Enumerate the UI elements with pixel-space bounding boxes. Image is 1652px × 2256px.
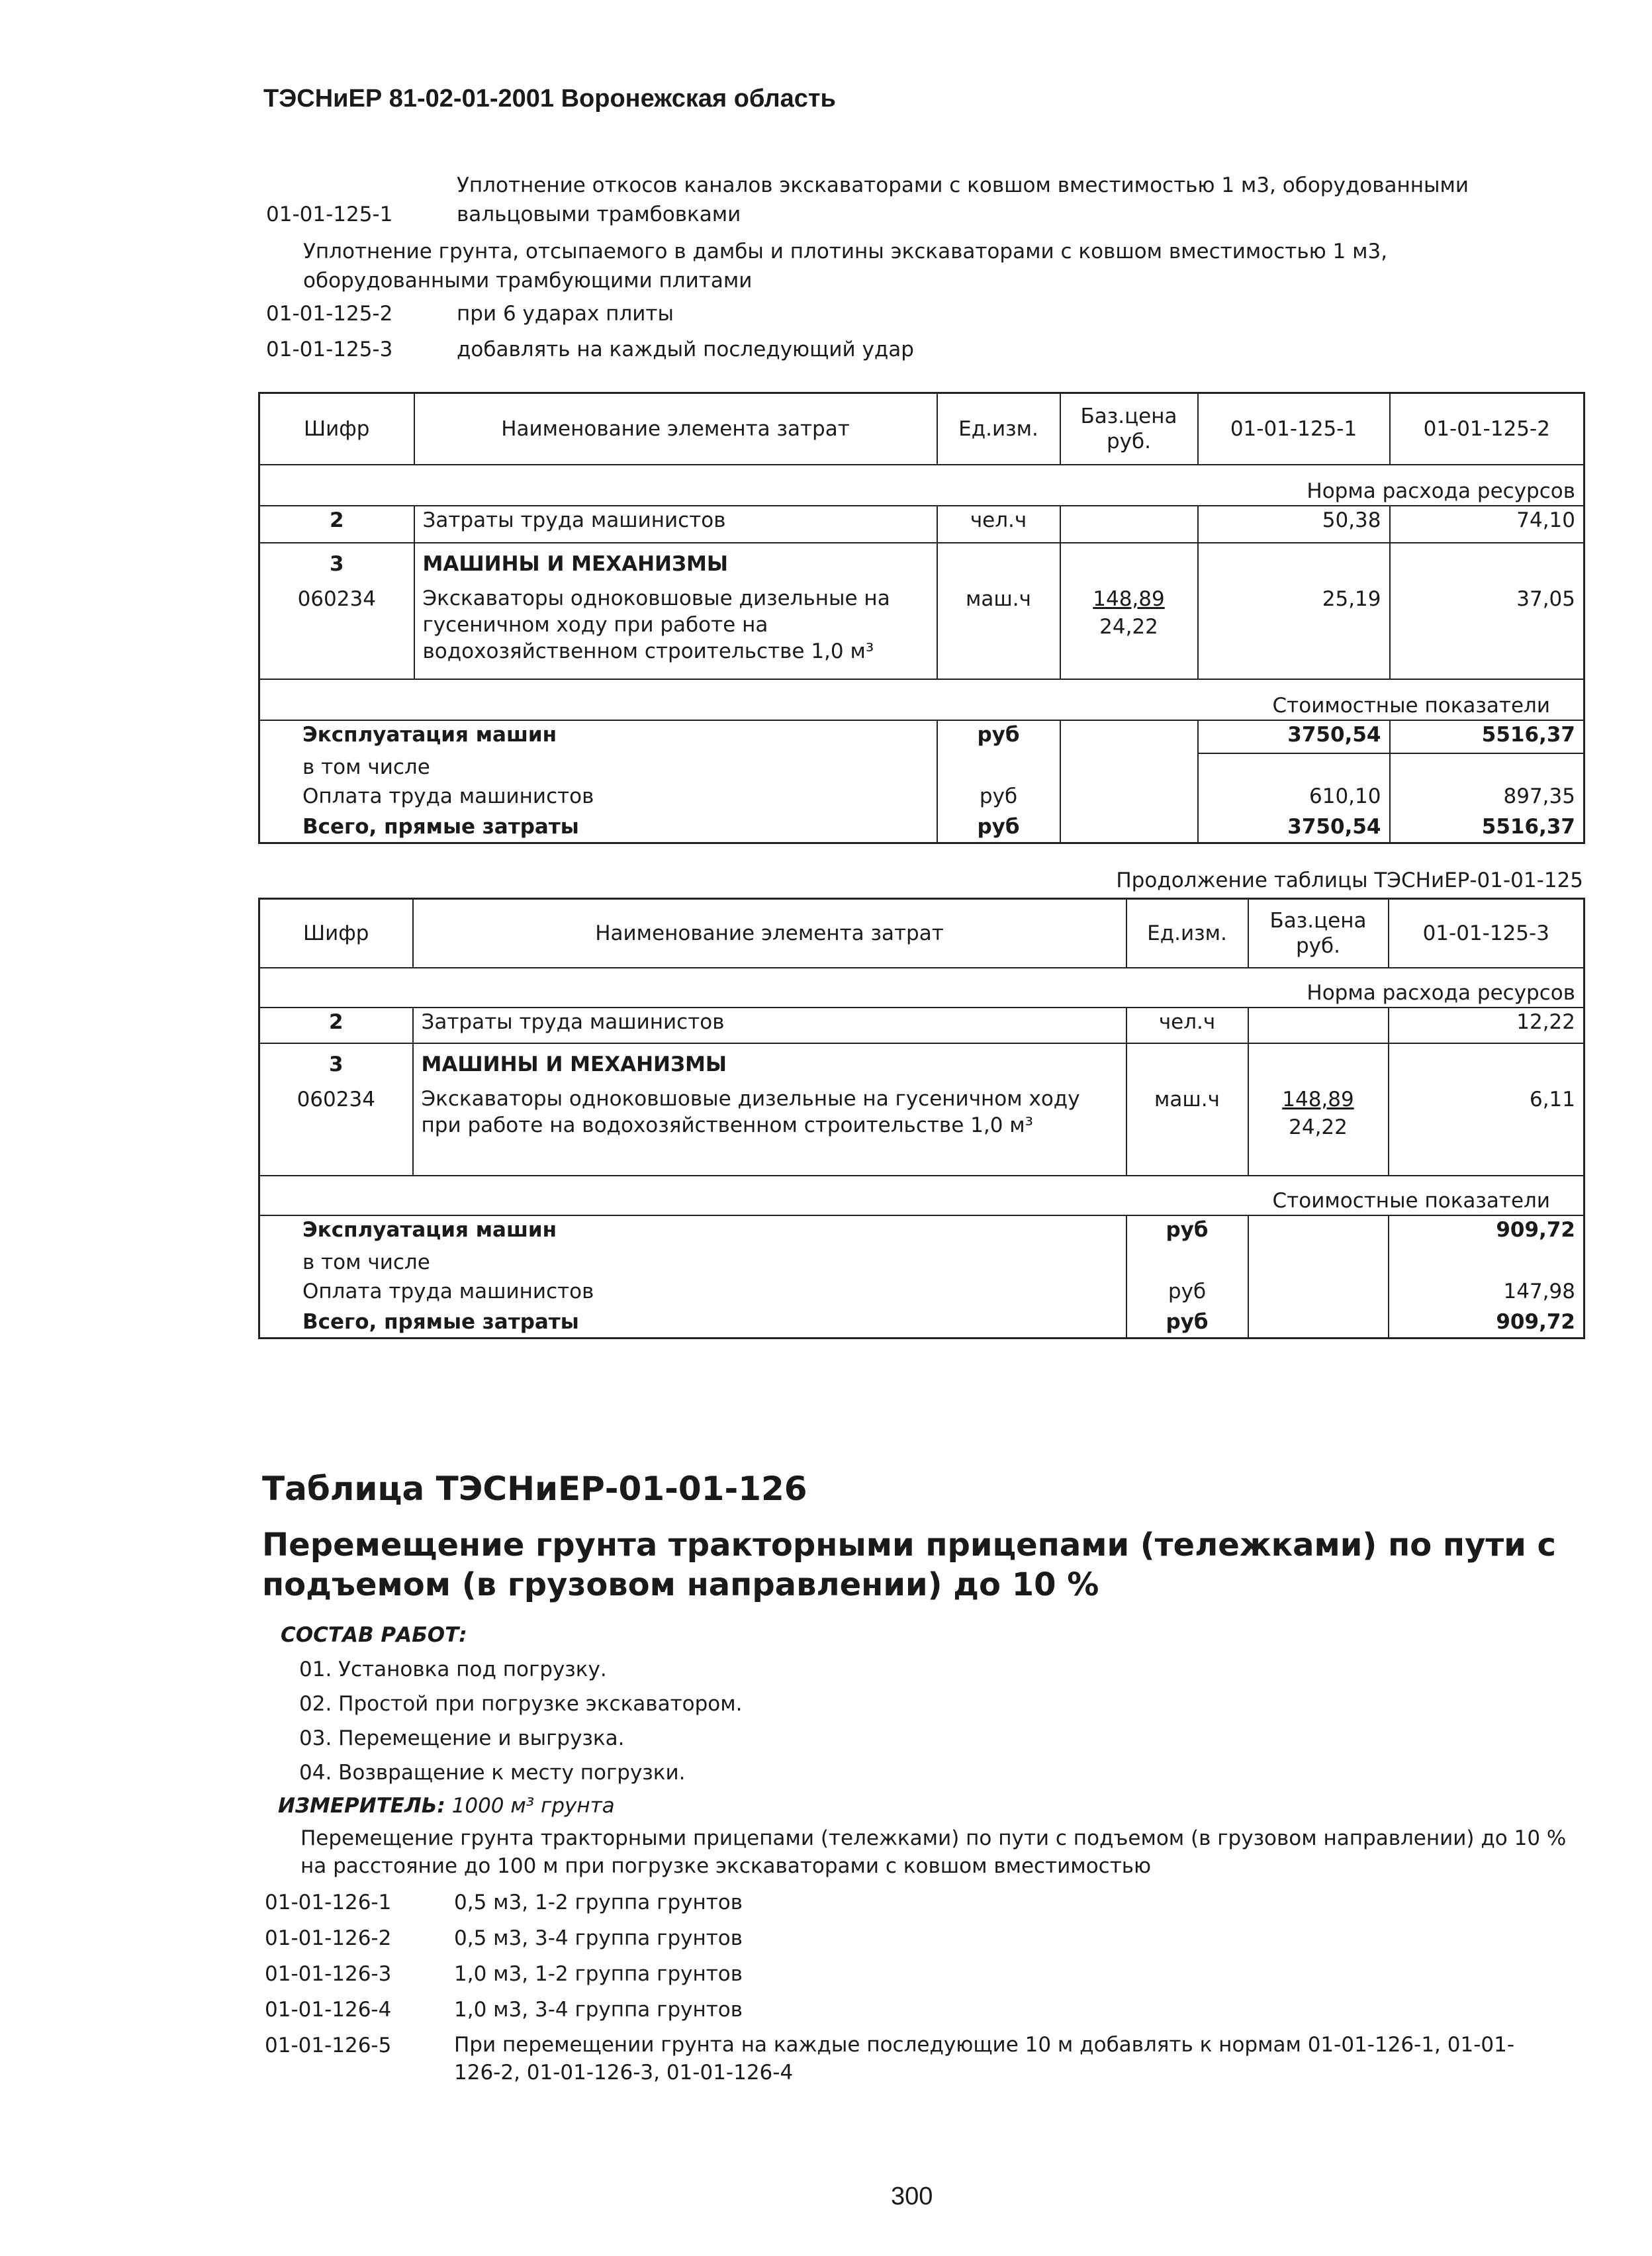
section-title: Таблица ТЭСНиЕР-01-01-126 xyxy=(262,1470,807,1508)
table2-wages-name: Оплата труда машинистов xyxy=(302,1279,594,1303)
intro-row1-code: 01-01-125-1 xyxy=(266,203,393,226)
intro-row1-text: Уплотнение откосов каналов экскаваторами с ковшом вместимостью 1 м3, оборудованными вальцовыми трамбовками xyxy=(457,173,1469,226)
table2-excavator-unit: маш.ч xyxy=(1126,1086,1248,1176)
table2-labor-name: Затраты труда машинистов xyxy=(413,1008,1126,1043)
table2-excavator-v1: 6,11 xyxy=(1389,1086,1584,1176)
item-4-code: 01-01-126-4 xyxy=(265,1998,392,2022)
intro-group-text: Уплотнение грунта, отсыпаемого в дамбы и плотины экскаваторами с ковшом вместимостью 1 м3, оборудованными трамбующими плитами xyxy=(303,240,1388,293)
table1-norm-title: Норма расхода ресурсов xyxy=(1307,479,1575,503)
table2-header-price: Баз.цена руб. xyxy=(1248,899,1389,968)
table1-header-code: Шифр xyxy=(259,393,414,465)
table1-labor-price xyxy=(1060,506,1198,543)
item-3-code: 01-01-126-3 xyxy=(265,1962,392,1986)
table1-total-unit: руб xyxy=(937,813,1060,843)
intro-row2-text: при 6 ударах плиты xyxy=(457,302,674,326)
table1-wages-v2: 897,35 xyxy=(1390,782,1584,813)
table1-excavator-price1: 148,89 xyxy=(1093,587,1165,611)
table1-excavator-v1: 25,19 xyxy=(1198,585,1390,679)
table2-machines-code: 3 xyxy=(328,1053,344,1076)
table1-labor-name: Затраты труда машинистов xyxy=(414,506,937,543)
table2-excavator-code: 060234 xyxy=(259,1086,413,1176)
table2-operation-unit: руб xyxy=(1126,1215,1248,1248)
table2-operation-v1: 909,72 xyxy=(1389,1215,1584,1248)
table2-norm-title: Норма расхода ресурсов xyxy=(1307,980,1575,1005)
table2-total-unit: руб xyxy=(1126,1308,1248,1339)
table1-operation-v1: 3750,54 xyxy=(1198,720,1390,753)
table1-header-col2: 01-01-125-2 xyxy=(1390,393,1584,465)
step-04: 04. Возвращение к месту погрузки. xyxy=(299,1761,686,1785)
table1-total-v2: 5516,37 xyxy=(1390,813,1584,843)
table2-header-unit: Ед.изм. xyxy=(1126,899,1248,968)
intro-row3-code: 01-01-125-3 xyxy=(266,338,393,361)
intro-row2-code: 01-01-125-2 xyxy=(266,302,393,326)
table1-labor-code: 2 xyxy=(259,506,414,543)
table1-header-name: Наименование элемента затрат xyxy=(414,393,937,465)
table1-excavator-unit: маш.ч xyxy=(937,585,1060,679)
table1-total-name: Всего, прямые затраты xyxy=(302,814,579,839)
table2-total-v1: 909,72 xyxy=(1389,1308,1584,1339)
document-header: ТЭСНиЕР 81-02-01-2001 Воронежская область xyxy=(263,85,836,113)
page-number: 300 xyxy=(891,2183,933,2210)
resource-table-2 xyxy=(258,898,1585,1339)
table1-excavator-name: Экскаваторы одноковшовые дизельные на гусеничном ходу при работе на водохозяйственном строительстве 1,0 м³ xyxy=(414,585,937,679)
section-subtitle: Перемещение грунта тракторными прицепами (тележками) по пути с подъемом (в грузовом направлении) до 10 % xyxy=(262,1527,1556,1603)
meter xyxy=(278,1791,615,1820)
meter-value: 1000 м³ грунта xyxy=(451,1794,615,1818)
item-5-code: 01-01-126-5 xyxy=(265,2034,392,2057)
step-01: 01. Установка под погрузку. xyxy=(299,1658,607,1681)
table2-total-name: Всего, прямые затраты xyxy=(302,1309,579,1334)
table2-machines-name: МАШИНЫ И МЕХАНИЗМЫ xyxy=(413,1043,1126,1086)
table1-labor-unit: чел.ч xyxy=(937,506,1060,543)
item-4-text: 1,0 м3, 3-4 группа грунтов xyxy=(454,1998,743,2022)
table2-operation-name: Эксплуатация машин xyxy=(259,1215,1126,1248)
table1-machines-code: 3 xyxy=(329,552,344,576)
table1-cost-title: Стоимостные показатели xyxy=(1272,693,1550,718)
table2-wages-unit: руб xyxy=(1126,1278,1248,1308)
table1-operation-v2: 5516,37 xyxy=(1390,720,1584,753)
table2-wages-v1: 147,98 xyxy=(1389,1278,1584,1308)
table2-excavator-price xyxy=(1248,1086,1389,1176)
table1-wages-name: Оплата труда машинистов xyxy=(302,784,594,808)
item-1-text: 0,5 м3, 1-2 группа грунтов xyxy=(454,1891,743,1914)
table2-header-code: Шифр xyxy=(259,899,413,968)
item-2-code: 01-01-126-2 xyxy=(265,1926,392,1950)
table1-header-col1: 01-01-125-1 xyxy=(1198,393,1390,465)
table1-operation-name: Эксплуатация машин xyxy=(259,720,937,753)
table2-excavator-price2: 24,22 xyxy=(1289,1115,1348,1139)
table1-wages-unit: руб xyxy=(937,782,1060,813)
item-5-text: При перемещении грунта на каждые последующие 10 м добавлять к нормам 01-01-126-1, 01-01-126-2, 01-01-126-3, 01-01-126-4 xyxy=(454,2033,1515,2085)
intro-row3-text: добавлять на каждый последующий удар xyxy=(457,338,914,361)
table2-incl: в том числе xyxy=(302,1250,430,1274)
table2-continuation: Продолжение таблицы ТЭСНиЕР-01-01-125 xyxy=(1116,869,1583,892)
table2-header-name: Наименование элемента затрат xyxy=(413,899,1126,968)
table1-operation-unit: руб xyxy=(937,720,1060,753)
section-description: Перемещение грунта тракторными прицепами (тележками) по пути с подъемом (в грузовом направлении) до 10 % на расстояние до 100 м при погрузке экскаваторами с ковшом вместимостью xyxy=(300,1826,1567,1878)
step-03: 03. Перемещение и выгрузка. xyxy=(299,1726,625,1750)
table1-excavator-price xyxy=(1060,585,1198,679)
table1-excavator-price2: 24,22 xyxy=(1099,614,1158,639)
table2-cost-title: Стоимостные показатели xyxy=(1272,1188,1550,1213)
composition-label: СОСТАВ РАБОТ: xyxy=(281,1623,467,1647)
table2-excavator-name: Экскаваторы одноковшовые дизельные на гусеничном ходу при работе на водохозяйственном строительстве 1,0 м³ xyxy=(413,1086,1126,1176)
table1-incl: в том числе xyxy=(302,755,430,779)
table1-header-unit: Ед.изм. xyxy=(937,393,1060,465)
table1-labor-v1: 50,38 xyxy=(1198,506,1390,543)
table2-header-col1: 01-01-125-3 xyxy=(1389,899,1584,968)
item-3-text: 1,0 м3, 1-2 группа грунтов xyxy=(454,1962,743,1986)
table1-wages-v1: 610,10 xyxy=(1198,782,1390,813)
table2-labor-v1: 12,22 xyxy=(1389,1008,1584,1043)
table1-excavator-v2: 37,05 xyxy=(1390,585,1584,679)
item-2-text: 0,5 м3, 3-4 группа грунтов xyxy=(454,1926,743,1950)
table2-labor-code: 2 xyxy=(259,1008,413,1043)
meter-label: ИЗМЕРИТЕЛЬ: xyxy=(278,1794,445,1818)
table1-header-price: Баз.цена руб. xyxy=(1060,393,1198,465)
table1-total-v1: 3750,54 xyxy=(1198,813,1390,843)
resource-table-1 xyxy=(258,392,1585,844)
table1-labor-v2: 74,10 xyxy=(1390,506,1584,543)
table1-machines-name: МАШИНЫ И МЕХАНИЗМЫ xyxy=(414,543,937,585)
step-02: 02. Простой при погрузке экскаватором. xyxy=(299,1692,743,1716)
item-1-code: 01-01-126-1 xyxy=(265,1891,392,1914)
table2-excavator-price1: 148,89 xyxy=(1282,1087,1354,1111)
table2-labor-unit: чел.ч xyxy=(1126,1008,1248,1043)
table1-excavator-code: 060234 xyxy=(259,585,414,679)
